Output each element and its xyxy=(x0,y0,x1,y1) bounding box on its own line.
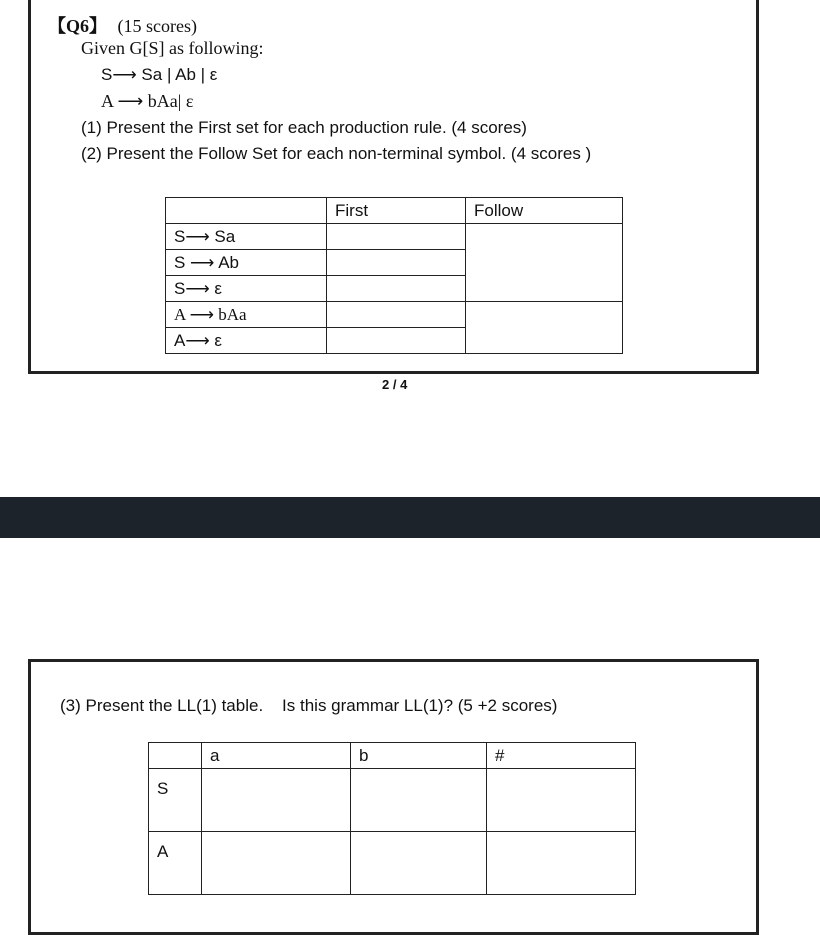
ll1-cell xyxy=(487,769,636,832)
follow-cell-a xyxy=(466,302,623,354)
header-cell: a xyxy=(202,743,351,769)
ll1-cell xyxy=(202,832,351,895)
question-header xyxy=(48,12,197,38)
production-cell: S⟶ ε xyxy=(166,276,327,302)
first-cell xyxy=(327,224,466,250)
ll1-cell xyxy=(351,832,487,895)
header-cell: # xyxy=(487,743,636,769)
table-header-row xyxy=(166,198,623,224)
follow-cell-s xyxy=(466,224,623,302)
first-follow-table xyxy=(165,197,623,354)
page-separator-band xyxy=(0,497,820,538)
nonterminal-cell: S xyxy=(149,769,202,832)
question-label: 【Q6】 xyxy=(48,16,108,36)
ll1-table xyxy=(148,742,636,895)
production-cell: S ⟶ Ab xyxy=(166,250,327,276)
ll1-cell xyxy=(487,832,636,895)
ll1-cell xyxy=(351,769,487,832)
rule-a: A ⟶ bAa| ε xyxy=(101,91,194,111)
production-cell: A ⟶ bAa xyxy=(166,302,327,328)
grammar-intro: Given G[S] as following: xyxy=(81,38,264,58)
part3-text: (3) Present the LL(1) table. Is this grammar LL(1)? (5 +2 scores) xyxy=(60,696,558,715)
first-cell xyxy=(327,250,466,276)
header-cell: b xyxy=(351,743,487,769)
table-header-row xyxy=(149,743,636,769)
part1-text: (1) Present the First set for each production rule. (4 scores) xyxy=(81,118,527,137)
part2-text: (2) Present the Follow Set for each non-terminal symbol. (4 scores ) xyxy=(81,144,592,163)
first-cell xyxy=(327,302,466,328)
header-cell: Follow xyxy=(466,198,623,224)
page-number: 2 / 4 xyxy=(382,377,408,392)
production-cell: A⟶ ε xyxy=(166,328,327,354)
rule-s: S⟶ Sa | Ab | ε xyxy=(101,65,218,84)
table-row xyxy=(166,224,623,250)
first-cell xyxy=(327,328,466,354)
header-cell xyxy=(149,743,202,769)
table-row xyxy=(149,769,636,832)
question-score: (15 scores) xyxy=(117,16,197,36)
ll1-cell xyxy=(202,769,351,832)
production-cell: S⟶ Sa xyxy=(166,224,327,250)
table-row xyxy=(149,832,636,895)
first-cell xyxy=(327,276,466,302)
nonterminal-cell: A xyxy=(149,832,202,895)
table-row xyxy=(166,302,623,328)
header-cell xyxy=(166,198,327,224)
header-cell: First xyxy=(327,198,466,224)
